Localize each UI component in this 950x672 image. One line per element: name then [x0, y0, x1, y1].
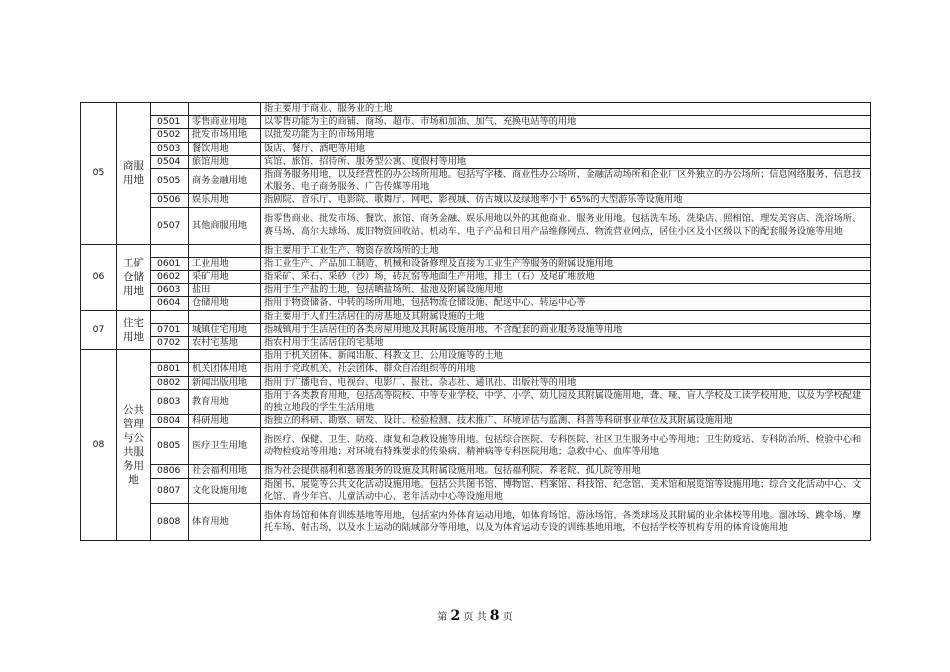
table-row [81, 504, 871, 541]
category-name: 工矿仓储用地 [117, 244, 151, 310]
table-row [81, 465, 871, 478]
table-row [81, 415, 871, 428]
subcategory-name: 工业用地 [189, 257, 261, 270]
subcategory-description: 指零售商业、批发市场、餐饮、旅馆、商务金融、娱乐用地以外的其他商业、服务业用地。包括洗车场、洗染店、照相馆、理发美容店、洗浴场所、赛马场、高尔夫球场、废旧物资回收站、机动车、电子产品和日用产品维修网点、物流营业网点，居住小区及小区级以下的配套服务设施等用地 [261, 207, 871, 244]
subcategory-name: 医疗卫生用地 [189, 428, 261, 465]
total-page-count: 8 [489, 608, 500, 624]
table-row [81, 310, 871, 323]
subcategory-code: 0502 [151, 129, 189, 142]
table-row [81, 376, 871, 389]
category-code: 05 [81, 103, 117, 245]
subcategory-name: 农村宅基地 [189, 337, 261, 350]
blank-cell [151, 310, 189, 323]
subcategory-description: 指为社会提供福利和慈善服务的设施及其附属设施用地。包括福利院、养老院、孤儿院等用地 [261, 465, 871, 478]
subcategory-description: 指城镇用于生活居住的各类房屋用地及其附属设施用地，不含配套的商业服务设施等用地 [261, 323, 871, 336]
subcategory-name: 科研用地 [189, 415, 261, 428]
table-row [81, 428, 871, 465]
subcategory-description: 指体育场馆和体育训练基地等用地，包括室内外体育运动用地，如体育场馆、游泳场馆、各类球场及其附属的业余体校等用地。溜冰场、跳伞场、摩托车场、射击场，以及水上运动的陆域部分等用地，以及为体育运动专设的训练基地用地，不包括学校等机构专用的体育设施用地 [261, 504, 871, 541]
subcategory-name: 零售商业用地 [189, 116, 261, 129]
subcategory-code: 0805 [151, 428, 189, 465]
blank-cell [189, 244, 261, 257]
subcategory-code: 0505 [151, 169, 189, 194]
subcategory-name: 旅馆用地 [189, 155, 261, 168]
subcategory-name: 娱乐用地 [189, 194, 261, 207]
table-row [81, 244, 871, 257]
subcategory-description: 以零售功能为主的商铺、商场、超市、市场和加油、加气、充换电站等的用地 [261, 116, 871, 129]
table-row [81, 142, 871, 155]
table-row [81, 257, 871, 270]
table-row [81, 207, 871, 244]
subcategory-code: 0807 [151, 478, 189, 503]
subcategory-description: 指工业生产、产品加工制造、机械和设备修理及直接为工业生产等服务的附属设施用地 [261, 257, 871, 270]
subcategory-description: 指医疗、保健、卫生、防疫、康复和急救设施等用地。包括综合医院、专科医院、社区卫生服务中心等用地；卫生防疫站、专科防治所、检验中心和动物检疫站等用地；对环境有特殊要求的传染病、精神病等专科医院用地；急救中心、血库等用地 [261, 428, 871, 465]
category-description: 指用于机关团体、新闻出版、科教文卫、公用设施等的土地 [261, 350, 871, 363]
table-row [81, 389, 871, 414]
subcategory-code: 0801 [151, 363, 189, 376]
subcategory-name: 商务金融用地 [189, 169, 261, 194]
subcategory-code: 0802 [151, 376, 189, 389]
table-row [81, 103, 871, 116]
table-row [81, 323, 871, 336]
table-row [81, 116, 871, 129]
table-row [81, 155, 871, 168]
subcategory-code: 0702 [151, 337, 189, 350]
subcategory-description: 指剧院、音乐厅、电影院、歌舞厅、网吧、影视城、仿古城以及绿地率小于 65%的大型游乐等设施用地 [261, 194, 871, 207]
footer-suffix: 页 [502, 612, 513, 623]
table-row [81, 194, 871, 207]
subcategory-code: 0602 [151, 271, 189, 284]
table-row [81, 350, 871, 363]
subcategory-name: 仓储用地 [189, 297, 261, 310]
footer-prefix: 第 [437, 612, 448, 623]
table-row [81, 478, 871, 503]
subcategory-description: 指商务服务用地，以及经营性的办公场所用地。包括写字楼、商业性办公场所、金融活动场所和企业厂区外独立的办公场所；信息网络服务、信息技术服务、电子商务服务、广告传媒等用地 [261, 169, 871, 194]
blank-cell [151, 103, 189, 116]
subcategory-code: 0804 [151, 415, 189, 428]
category-code: 06 [81, 244, 117, 310]
subcategory-code: 0506 [151, 194, 189, 207]
category-name: 公共管理与公共服务用地 [117, 350, 151, 541]
subcategory-code: 0507 [151, 207, 189, 244]
subcategory-name: 教育用地 [189, 389, 261, 414]
blank-cell [189, 310, 261, 323]
subcategory-code: 0803 [151, 389, 189, 414]
footer-middle: 页 共 [463, 612, 487, 623]
subcategory-description: 指用于物资储备、中转的场所用地，包括物流仓储设施、配送中心、转运中心等 [261, 297, 871, 310]
subcategory-name: 餐饮用地 [189, 142, 261, 155]
subcategory-name: 机关团体用地 [189, 363, 261, 376]
subcategory-description: 饭店、餐厅、酒吧等用地 [261, 142, 871, 155]
subcategory-name: 批发市场用地 [189, 129, 261, 142]
category-name: 商服用地 [117, 103, 151, 245]
blank-cell [151, 244, 189, 257]
category-name: 住宅用地 [117, 310, 151, 350]
page-number-footer [0, 608, 950, 624]
subcategory-code: 0701 [151, 323, 189, 336]
category-description: 指主要用于商业、服务业的土地 [261, 103, 871, 116]
subcategory-description: 指用于党政机关、社会团体、群众自治组织等的用地 [261, 363, 871, 376]
blank-cell [189, 350, 261, 363]
subcategory-description: 以批发功能为主的市场用地 [261, 129, 871, 142]
subcategory-code: 0601 [151, 257, 189, 270]
table-row [81, 271, 871, 284]
subcategory-name: 盐田 [189, 284, 261, 297]
category-code: 07 [81, 310, 117, 350]
subcategory-name: 新闻出版用地 [189, 376, 261, 389]
blank-cell [189, 103, 261, 116]
subcategory-description: 指用于各类教育用地，包括高等院校、中等专业学校、中学、小学、幼儿园及其附属设施用地，聋、哑、盲人学校及工读学校用地，以及为学校配建的独立地段的学生生活用地 [261, 389, 871, 414]
subcategory-description: 指用于广播电台、电视台、电影厂、报社、杂志社、通讯社、出版社等的用地 [261, 376, 871, 389]
subcategory-description: 宾馆、旅馆、招待所、服务型公寓、度假村等用地 [261, 155, 871, 168]
category-description: 指主要用于工业生产、物资存放场所的土地 [261, 244, 871, 257]
land-use-classification-table [80, 102, 871, 541]
table-row [81, 363, 871, 376]
subcategory-code: 0504 [151, 155, 189, 168]
subcategory-name: 采矿用地 [189, 271, 261, 284]
subcategory-description: 指采矿、采石、采砂（沙）场，砖瓦窑等地面生产用地，排土（石）及尾矿堆放地 [261, 271, 871, 284]
subcategory-description: 指农村用于生活居住的宅基地 [261, 337, 871, 350]
subcategory-name: 社会福利用地 [189, 465, 261, 478]
subcategory-name: 其他商服用地 [189, 207, 261, 244]
current-page-number: 2 [450, 608, 461, 624]
blank-cell [151, 350, 189, 363]
subcategory-code: 0503 [151, 142, 189, 155]
subcategory-code: 0604 [151, 297, 189, 310]
subcategory-name: 城镇住宅用地 [189, 323, 261, 336]
subcategory-name: 体育用地 [189, 504, 261, 541]
subcategory-description: 指用于生产盐的土地，包括晒盐场所、盐池及附属设施用地 [261, 284, 871, 297]
table-row [81, 297, 871, 310]
table-row [81, 284, 871, 297]
subcategory-code: 0806 [151, 465, 189, 478]
subcategory-code: 0501 [151, 116, 189, 129]
table-row [81, 169, 871, 194]
subcategory-name: 文化设施用地 [189, 478, 261, 503]
table-row [81, 129, 871, 142]
category-code: 08 [81, 350, 117, 541]
subcategory-code: 0603 [151, 284, 189, 297]
category-description: 指主要用于人们生活居住的房基地及其附属设施的土地 [261, 310, 871, 323]
subcategory-description: 指独立的科研、勘察、研发、设计、检验检测、技术推广、环境评估与监测、科普等科研事业单位及其附属设施用地 [261, 415, 871, 428]
subcategory-code: 0808 [151, 504, 189, 541]
table-row [81, 337, 871, 350]
subcategory-description: 指图书、展览等公共文化活动设施用地。包括公共图书馆、博物馆、档案馆、科技馆、纪念馆、美术馆和展览馆等设施用地；综合文化活动中心、文化馆、青少年宫、儿童活动中心、老年活动中心等设施用地 [261, 478, 871, 503]
